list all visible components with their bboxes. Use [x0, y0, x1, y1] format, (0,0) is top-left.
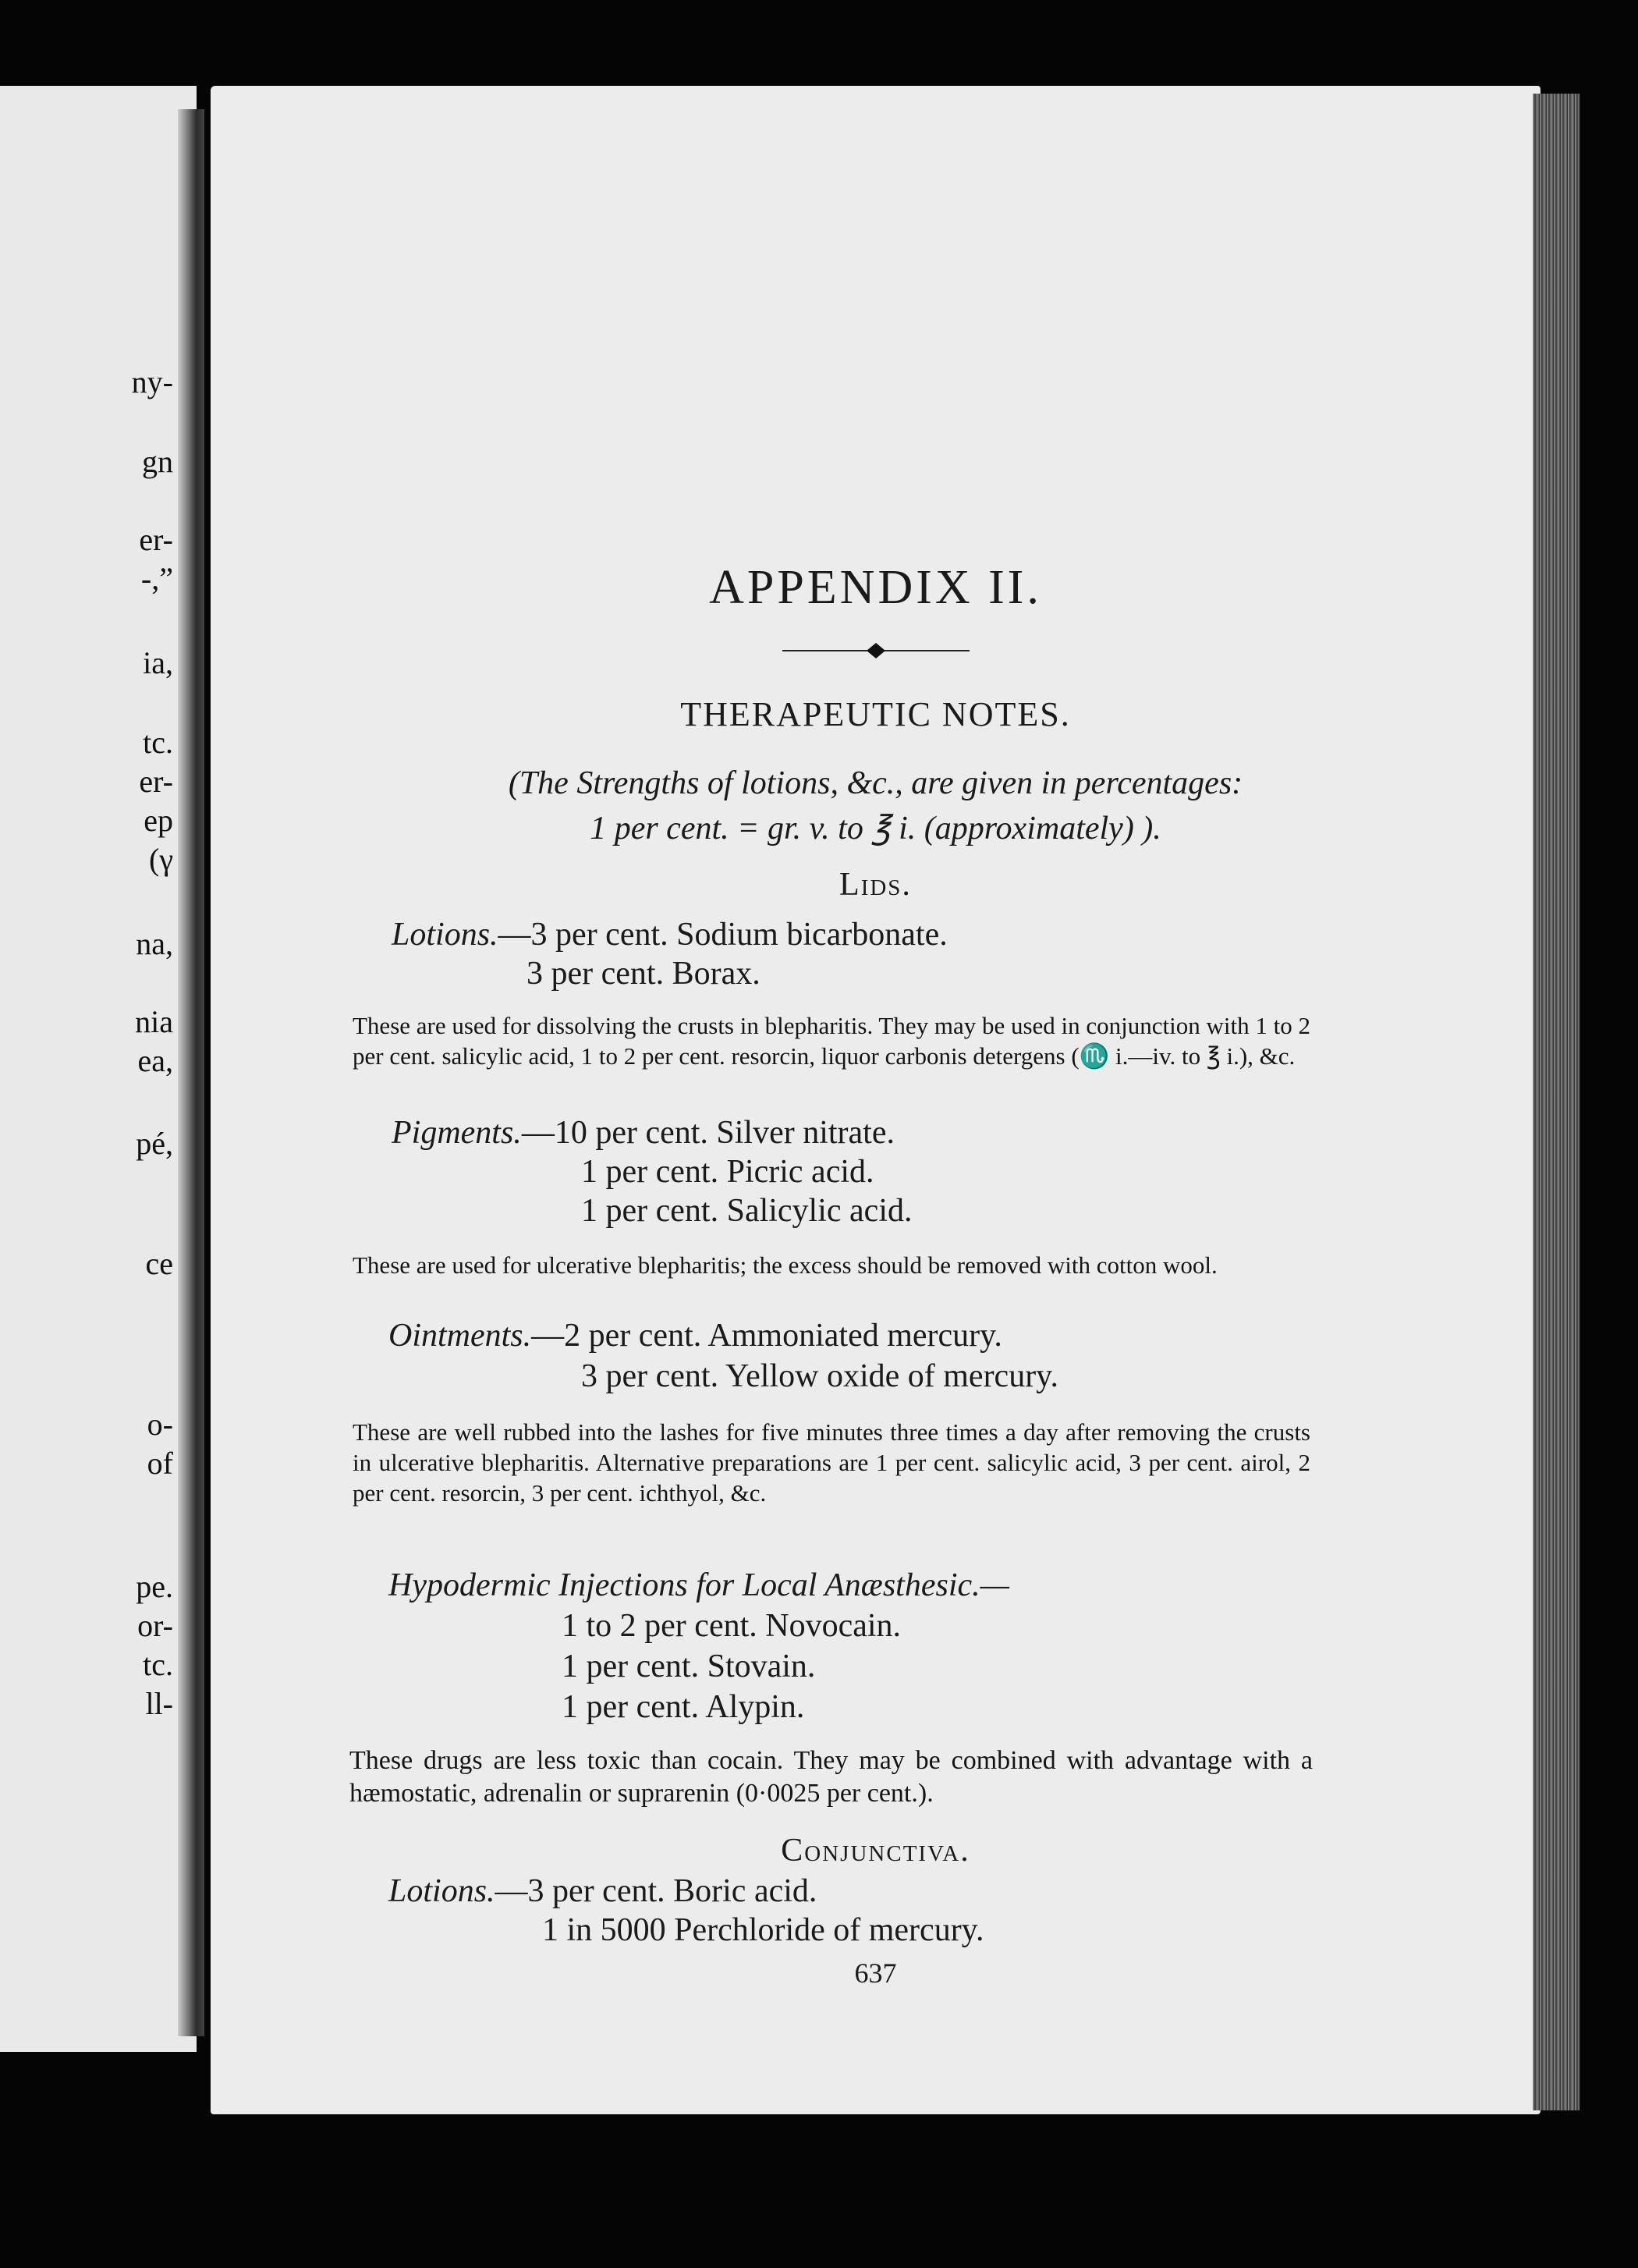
- left-page-fragment-text: pe.: [136, 1569, 173, 1604]
- lids-heading: Lids.: [839, 867, 912, 903]
- left-page-fragment-text: or-: [137, 1608, 173, 1643]
- lids-pigments-note: These are used for ulcerative blepharitis; the excess should be removed with cotton wool.: [353, 1251, 1218, 1279]
- conjunctiva-heading: Conjunctiva.: [781, 1833, 970, 1869]
- left-page-fragment-text: o-: [147, 1407, 173, 1442]
- left-page-fragment: [0, 86, 197, 2052]
- conjunctiva-lotions-line: [388, 1872, 817, 1910]
- lids-hypodermic-note: These drugs are less toxic than cocain. They may be combined with advantage with a hæmostatic, adrenalin or suprarenin (0·0025 per cent.).: [349, 1746, 1313, 1808]
- lids-hypodermic-item-1: 1 to 2 per cent. Novocain.: [562, 1608, 902, 1644]
- left-page-fragment-text: na,: [136, 926, 173, 961]
- left-page-fragment-text: er-: [139, 764, 173, 799]
- appendix-title: APPENDIX II.: [709, 561, 1042, 614]
- lids-pigments-item-3: 1 per cent. Salicylic acid.: [581, 1193, 913, 1229]
- lids-ointments-item-2: 3 per cent. Yellow oxide of mercury.: [581, 1358, 1058, 1394]
- lids-lotions-item-2: 3 per cent. Borax.: [526, 956, 760, 992]
- lids-lotions-line: [392, 916, 948, 953]
- left-page-fragment-text: ll-: [145, 1686, 173, 1721]
- lids-pigments-item-2: 1 per cent. Picric acid.: [581, 1154, 874, 1190]
- lids-ointments-item-1: —2 per cent. Ammoniated mercury.: [531, 1318, 1002, 1354]
- book-gutter: [178, 109, 204, 2036]
- left-page-fragment-text: (γ: [149, 842, 173, 877]
- left-page-fragment-text: ny-: [131, 364, 173, 399]
- lids-hypodermic-item-2: 1 per cent. Stovain.: [562, 1649, 816, 1684]
- left-page-fragment-text: ia,: [143, 645, 173, 680]
- conjunctiva-lotions-item-1: —3 per cent. Boric acid.: [495, 1873, 817, 1909]
- lids-pigments-line: [392, 1114, 895, 1152]
- section-title: THERAPEUTIC NOTES.: [680, 695, 1071, 733]
- lids-pigments-item-1: —10 per cent. Silver nitrate.: [521, 1115, 895, 1151]
- left-page-fragment-text: tc.: [143, 1647, 173, 1682]
- left-page-fragment-text: ce: [145, 1246, 173, 1281]
- left-page-fragment-text: nia: [135, 1004, 173, 1039]
- left-page-fragment-text: tc.: [143, 725, 173, 760]
- strength-note-line1: (The Strengths of lotions, &c., are given in percentages:: [508, 765, 1243, 801]
- left-page-fragment-text: pé,: [136, 1126, 173, 1161]
- left-page-fragment-text: ep: [144, 803, 173, 838]
- left-page-fragment-text: gn: [142, 444, 173, 479]
- page-edges: [1533, 94, 1580, 2110]
- page-number: 637: [854, 1957, 897, 1989]
- main-page: [211, 86, 1540, 2114]
- conjunctiva-lotions-label: Lotions.: [388, 1873, 495, 1909]
- lids-ointments-label: Ointments.: [388, 1318, 532, 1354]
- lids-pigments-label: Pigments.: [392, 1115, 522, 1151]
- lids-ointments-line: [388, 1317, 1002, 1354]
- ornament-divider: [211, 641, 1540, 664]
- conjunctiva-lotions-item-2: 1 in 5000 Perchloride of mercury.: [542, 1912, 984, 1948]
- lids-lotions-label: Lotions.: [392, 917, 498, 953]
- strength-note-line2: 1 per cent. = gr. v. to ℥ i. (approximately) ).: [590, 811, 1161, 847]
- lids-hypodermic-label: Hypodermic Injections for Local Anæsthesic.—: [388, 1567, 1009, 1603]
- lids-lotions-note: These are used for dissolving the crusts in blepharitis. They may be used in conjunction with 1 to 2 per cent. salicylic acid, 1 to 2 per cent. resorcin, liquor carbonis detergens (♏ i.—iv. to ℥ i.), &c.: [353, 1012, 1310, 1070]
- left-page-fragment-text: er-: [139, 522, 173, 557]
- lids-ointments-note: These are well rubbed into the lashes for five minutes three times a day after removing the crusts in ulcerative blepharitis. Alternative preparations are 1 per cent. salicylic acid, 3 per cent. airol, 2 per cent. resorcin, 3 per cent. ichthyol, &c.: [353, 1418, 1310, 1507]
- left-page-fragment-text: of: [147, 1446, 173, 1481]
- left-page-fragment-text: ea,: [137, 1043, 173, 1078]
- left-page-fragment-text: -,”: [140, 561, 173, 596]
- lids-hypodermic-item-3: 1 per cent. Alypin.: [562, 1689, 805, 1725]
- lids-lotions-item-1: —3 per cent. Sodium bicarbonate.: [498, 917, 948, 953]
